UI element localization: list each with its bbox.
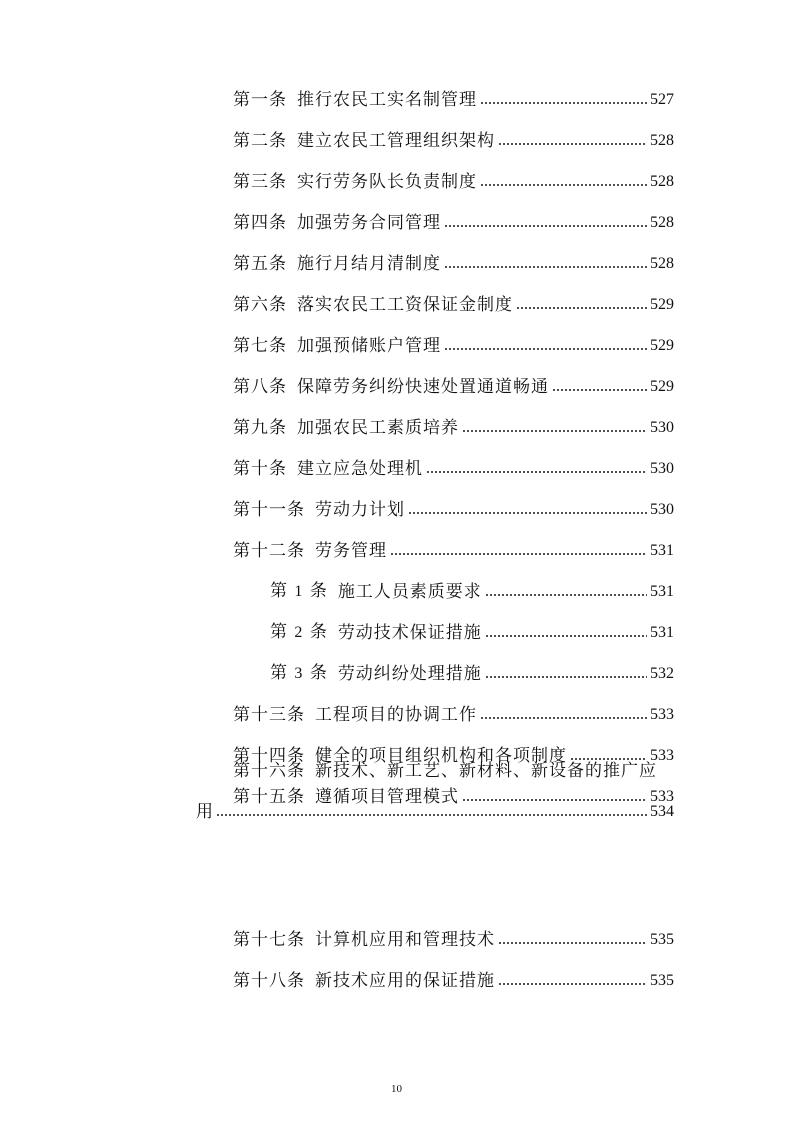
toc-entry-page: 528	[650, 255, 674, 272]
toc-entry-number: 第四条	[233, 213, 287, 233]
toc-entry-18[interactable]	[233, 968, 674, 994]
dot-leader	[480, 97, 647, 105]
toc-entry-page: 529	[650, 378, 674, 395]
dot-leader	[498, 978, 647, 986]
toc-entry-1[interactable]	[233, 87, 674, 113]
toc-entry-number: 第三条	[233, 172, 287, 192]
toc-entry-page: 531	[650, 583, 674, 600]
toc-entry-page: 528	[650, 214, 674, 231]
toc-entry-number: 第十二条	[233, 541, 305, 561]
toc-entry-10[interactable]	[233, 456, 674, 482]
toc-entry-number: 第二条	[233, 131, 287, 151]
toc-entry-page: 531	[650, 624, 674, 641]
toc-entry-title: 建立农民工管理组织架构	[297, 131, 495, 151]
toc-entry-number: 第十五条	[233, 787, 305, 807]
toc-entry-page: 531	[650, 542, 674, 559]
toc-entry-page: 534	[650, 803, 674, 820]
toc-entry-title: 劳动纠纷处理措施	[337, 664, 482, 684]
toc-subentry-3[interactable]	[270, 661, 674, 687]
toc-entry-title: 新技术、新工艺、新材料、新设备的推广应	[315, 761, 657, 781]
toc-entry-page: 530	[650, 460, 674, 477]
toc-entry-number: 第十条	[233, 459, 287, 479]
toc-entry-number: 第十七条	[233, 930, 305, 950]
toc-entry-title: 劳动力计划	[315, 500, 405, 520]
dot-leader	[498, 138, 647, 146]
toc-entry-title: 落实农民工工资保证金制度	[297, 295, 513, 315]
dot-leader	[216, 809, 647, 817]
dot-leader	[516, 302, 647, 310]
dot-leader	[462, 425, 647, 433]
toc-entry-number: 第十四条	[233, 746, 305, 766]
toc-entry-number: 第八条	[233, 377, 287, 397]
toc-entry-number: 第 2 条	[270, 622, 328, 642]
dot-leader	[552, 384, 647, 392]
toc-entry-title: 新技术应用的保证措施	[315, 971, 495, 991]
toc-entry-title: 加强预储账户管理	[297, 336, 441, 356]
toc-entry-2[interactable]	[233, 128, 674, 154]
toc-entry-11[interactable]	[233, 497, 674, 523]
toc-entry-page: 528	[650, 173, 674, 190]
toc-entry-number: 第七条	[233, 336, 287, 356]
toc-entry-page: 533	[650, 788, 674, 805]
toc-entry-6[interactable]	[233, 292, 674, 318]
toc-entry-title: 施工人员素质要求	[337, 582, 482, 602]
dot-leader	[408, 507, 647, 515]
dot-leader	[485, 589, 647, 597]
toc-entry-17[interactable]	[233, 927, 674, 953]
toc-entry-page: 530	[650, 419, 674, 436]
toc-entry-title: 实行劳务队长负责制度	[297, 172, 477, 192]
page-number-footer: 10	[391, 1083, 402, 1095]
toc-entry-title-continued: 用	[196, 802, 213, 822]
dot-leader	[426, 466, 647, 474]
toc-entry-13[interactable]	[233, 702, 674, 728]
toc-entry-title: 劳务管理	[315, 541, 387, 561]
toc-entry-page: 533	[650, 706, 674, 723]
toc-entry-page: 527	[650, 91, 674, 108]
toc-entry-5[interactable]	[233, 251, 674, 277]
toc-entry-16-line2[interactable]	[196, 799, 674, 825]
dot-leader	[444, 261, 647, 269]
toc-entry-title: 健全的项目组织机构和各项制度	[315, 746, 567, 766]
toc-entry-page: 532	[650, 665, 674, 682]
dot-leader	[480, 179, 647, 187]
toc-entry-title: 遵循项目管理模式	[315, 787, 459, 807]
toc-entry-7[interactable]	[233, 333, 674, 359]
toc-entry-title: 加强劳务合同管理	[297, 213, 441, 233]
dot-leader	[485, 671, 647, 679]
toc-subentry-2[interactable]	[270, 620, 674, 646]
toc-entry-number: 第一条	[233, 90, 287, 110]
toc-entry-number: 第十三条	[233, 705, 305, 725]
toc-entry-title: 加强农民工素质培养	[297, 418, 459, 438]
dot-leader	[480, 712, 647, 720]
toc-entry-number: 第 3 条	[270, 663, 328, 683]
toc-entry-page: 528	[650, 132, 674, 149]
toc-entry-title: 施行月结月清制度	[297, 254, 441, 274]
toc-entry-number: 第五条	[233, 254, 287, 274]
toc-entry-page: 535	[650, 972, 674, 989]
toc-entry-page: 529	[650, 337, 674, 354]
toc-entry-title: 建立应急处理机	[297, 459, 423, 479]
toc-entry-16-line1[interactable]	[233, 758, 703, 784]
toc-entry-9[interactable]	[233, 415, 674, 441]
toc-entry-title: 推行农民工实名制管理	[297, 90, 477, 110]
dot-leader	[444, 343, 647, 351]
toc-entry-4[interactable]	[233, 210, 674, 236]
toc-entry-title: 工程项目的协调工作	[315, 705, 477, 725]
toc-entry-title: 计算机应用和管理技术	[315, 930, 495, 950]
toc-subentry-1[interactable]	[270, 579, 674, 605]
toc-entry-number: 第十八条	[233, 971, 305, 991]
toc-entry-8[interactable]	[233, 374, 674, 400]
toc-entry-page: 530	[650, 501, 674, 518]
toc-entry-number: 第九条	[233, 418, 287, 438]
toc-entry-page: 533	[650, 747, 674, 764]
toc-entry-page: 529	[650, 296, 674, 313]
toc-entry-page: 535	[650, 931, 674, 948]
toc-entry-12[interactable]	[233, 538, 674, 564]
toc-entry-title: 劳动技术保证措施	[337, 623, 482, 643]
toc-entry-number: 第 1 条	[270, 581, 328, 601]
toc-entry-number: 第十六条	[233, 761, 305, 781]
toc-entry-number: 第十一条	[233, 500, 305, 520]
dot-leader	[390, 548, 647, 556]
toc-entry-title: 保障劳务纠纷快速处置通道畅通	[297, 377, 549, 397]
dot-leader	[485, 630, 647, 638]
dot-leader	[498, 937, 647, 945]
toc-entry-3[interactable]	[233, 169, 674, 195]
dot-leader	[444, 220, 647, 228]
toc-entry-number: 第六条	[233, 295, 287, 315]
